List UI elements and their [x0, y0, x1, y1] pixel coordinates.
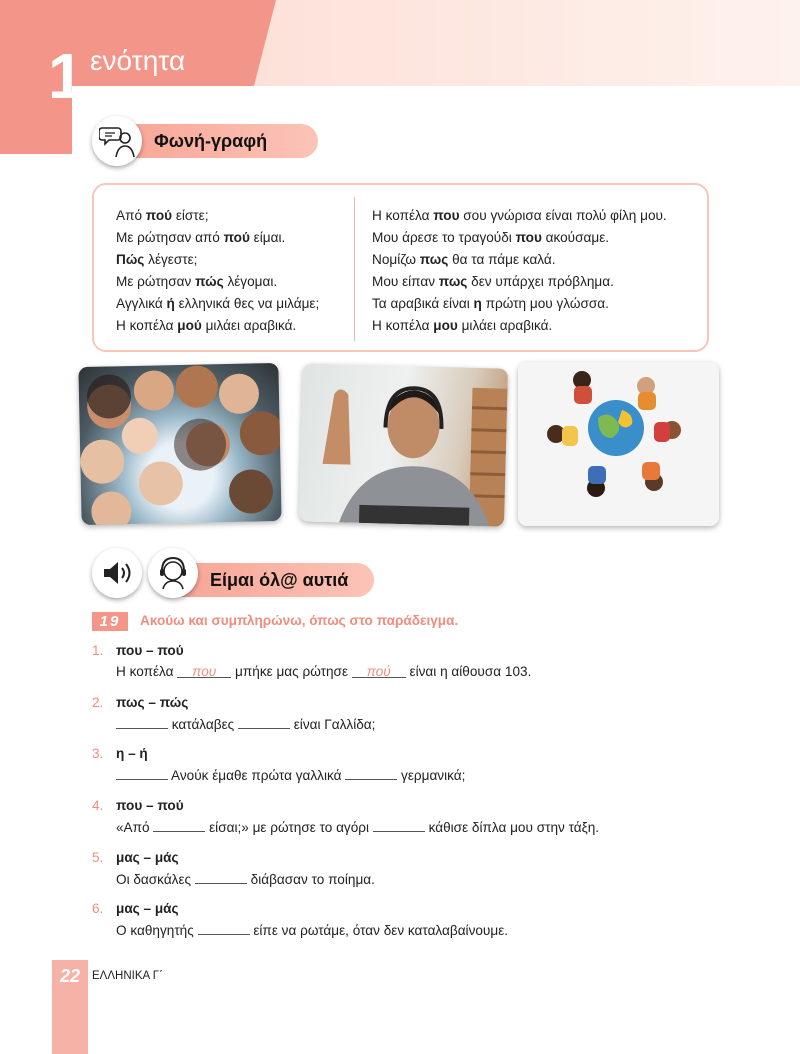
item-sentence — [116, 767, 465, 783]
item-word-pair: μας – μάς — [116, 901, 179, 916]
item-number: 6. — [92, 901, 104, 916]
listening-child-icon — [148, 548, 198, 598]
activity-instruction: Ακούω και συμπληρώνω, όπως στο παράδειγμα. — [140, 613, 459, 628]
example-line — [116, 205, 319, 227]
sentence-text: κατάλαβες — [168, 717, 238, 732]
example-answer-blank: πού — [352, 665, 406, 678]
example-line — [372, 293, 667, 315]
item-sentence — [116, 664, 531, 679]
example-answer-blank: που — [177, 665, 231, 678]
example-text: Η κοπέλα — [116, 318, 178, 333]
section-title-text: Φωνή-γραφή — [154, 131, 268, 151]
example-line — [372, 315, 667, 337]
example-text: Με ρώτησαν — [116, 274, 196, 289]
item-sentence — [116, 716, 375, 732]
example-highlight: πού — [223, 230, 250, 245]
example-line — [372, 205, 667, 227]
speaking-person-icon — [92, 116, 142, 166]
example-text: Τα αραβικά είναι — [372, 296, 474, 311]
example-text: Από — [116, 208, 146, 223]
example-line — [116, 271, 319, 293]
item-word-pair: που – πού — [116, 798, 184, 813]
item-number: 5. — [92, 850, 104, 865]
example-text: πρώτη μου γλώσσα. — [481, 296, 609, 311]
example-text: λέγεστε; — [144, 252, 198, 267]
answer-blank[interactable] — [373, 819, 425, 832]
sentence-text: είναι Γαλλίδα; — [289, 717, 376, 732]
example-text: Νομίζω — [372, 252, 420, 267]
activity-number-badge: 19 — [92, 612, 128, 631]
section-title-phonography — [118, 124, 318, 158]
example-text: Η κοπέλα — [372, 318, 434, 333]
item-word-pair: πως – πώς — [116, 695, 189, 710]
example-line — [116, 293, 319, 315]
example-line — [116, 227, 319, 249]
example-highlight: πού — [145, 208, 173, 223]
sentence-text: είπε να ρωτάμε, όταν δεν καταλαβαίνουμε. — [249, 923, 509, 938]
section-title-listening — [180, 563, 374, 597]
answer-blank[interactable] — [116, 767, 168, 780]
sentence-text: διάβασαν το ποίημα. — [246, 872, 375, 887]
example-text: λέγομαι. — [223, 274, 278, 289]
unit-number: 1 — [48, 40, 84, 112]
example-highlight: πως — [438, 274, 468, 289]
example-text: Με ρώτησαν από — [116, 230, 224, 245]
examples-left-column — [116, 205, 319, 337]
item-word-pair: που – πού — [116, 643, 184, 658]
example-text: Αγγλικά — [116, 296, 167, 311]
item-number: 2. — [92, 695, 104, 710]
example-line — [372, 227, 667, 249]
sentence-text: γερμανικά; — [397, 768, 466, 783]
example-highlight: πως — [419, 252, 449, 267]
example-line — [372, 271, 667, 293]
book-title: ΕΛΛΗΝΙΚΑ Γ΄ — [92, 970, 163, 982]
photo-group-circle — [78, 363, 281, 525]
example-text: είστε; — [172, 208, 209, 223]
answer-blank[interactable] — [116, 716, 168, 729]
example-highlight: μου — [433, 318, 458, 333]
answer-blank[interactable] — [198, 922, 250, 935]
answer-blank[interactable] — [153, 819, 205, 832]
example-text: Η κοπέλα — [372, 208, 434, 223]
item-sentence — [116, 871, 375, 887]
item-sentence — [116, 819, 599, 835]
speaker-icon[interactable] — [92, 548, 142, 598]
photo-children-globe — [518, 362, 719, 526]
examples-right-column — [372, 205, 667, 337]
sentence-text: μπήκε μας ρώτησε — [231, 664, 352, 679]
sentence-text: κάθισε δίπλα μου στην τάξη. — [424, 820, 600, 835]
page-number: 22 — [59, 966, 81, 986]
section-title-text: Είμαι όλ@ αυτιά — [210, 570, 349, 590]
sentence-text: είσαι;» με ρώτησε το αγόρι — [205, 820, 373, 835]
example-text: μιλάει αραβικά. — [457, 318, 553, 333]
example-text: ελληνικά θες να μιλάμε; — [174, 296, 320, 311]
item-number: 4. — [92, 798, 104, 813]
example-highlight: Πώς — [116, 252, 145, 267]
sentence-text: Η κοπέλα — [116, 664, 178, 679]
example-line — [116, 249, 319, 271]
example-text: ακούσαμε. — [541, 230, 610, 245]
unit-label: ενότητα — [90, 45, 186, 76]
example-highlight: πώς — [195, 274, 224, 289]
example-text: Μου άρεσε το τραγούδι — [372, 230, 516, 245]
answer-blank[interactable] — [238, 716, 290, 729]
example-text: Μου είπαν — [372, 274, 439, 289]
item-number: 1. — [92, 643, 104, 658]
example-text: θα τα πάμε καλά. — [448, 252, 556, 267]
column-divider — [354, 197, 355, 341]
item-word-pair: μας – μάς — [116, 850, 179, 865]
sentence-text: Ο καθηγητής — [116, 923, 198, 938]
item-word-pair: η – ή — [116, 746, 148, 761]
example-text: δεν υπάρχει πρόβλημα. — [467, 274, 614, 289]
example-line — [372, 249, 667, 271]
example-highlight: που — [433, 208, 460, 223]
example-highlight: που — [515, 230, 542, 245]
example-text: σου γνώρισα είναι πολύ φίλη μου. — [459, 208, 667, 223]
item-number: 3. — [92, 746, 104, 761]
sentence-text: Ανούκ έμαθε πρώτα γαλλικά — [168, 768, 346, 783]
item-sentence — [116, 922, 508, 938]
photo-man-headset — [299, 363, 508, 526]
example-text: μιλάει αραβικά. — [201, 318, 297, 333]
answer-blank[interactable] — [195, 871, 247, 884]
sentence-text: Οι δασκάλες — [116, 872, 195, 887]
example-highlight: η — [473, 296, 482, 311]
sentence-text: «Από — [116, 820, 154, 835]
example-highlight: ή — [166, 296, 175, 311]
phonography-examples-box — [92, 183, 709, 352]
example-highlight: μού — [177, 318, 202, 333]
example-line — [116, 315, 319, 337]
sentence-text: είναι η αίθουσα 103. — [405, 664, 532, 679]
answer-blank[interactable] — [345, 767, 397, 780]
example-text: είμαι. — [249, 230, 286, 245]
